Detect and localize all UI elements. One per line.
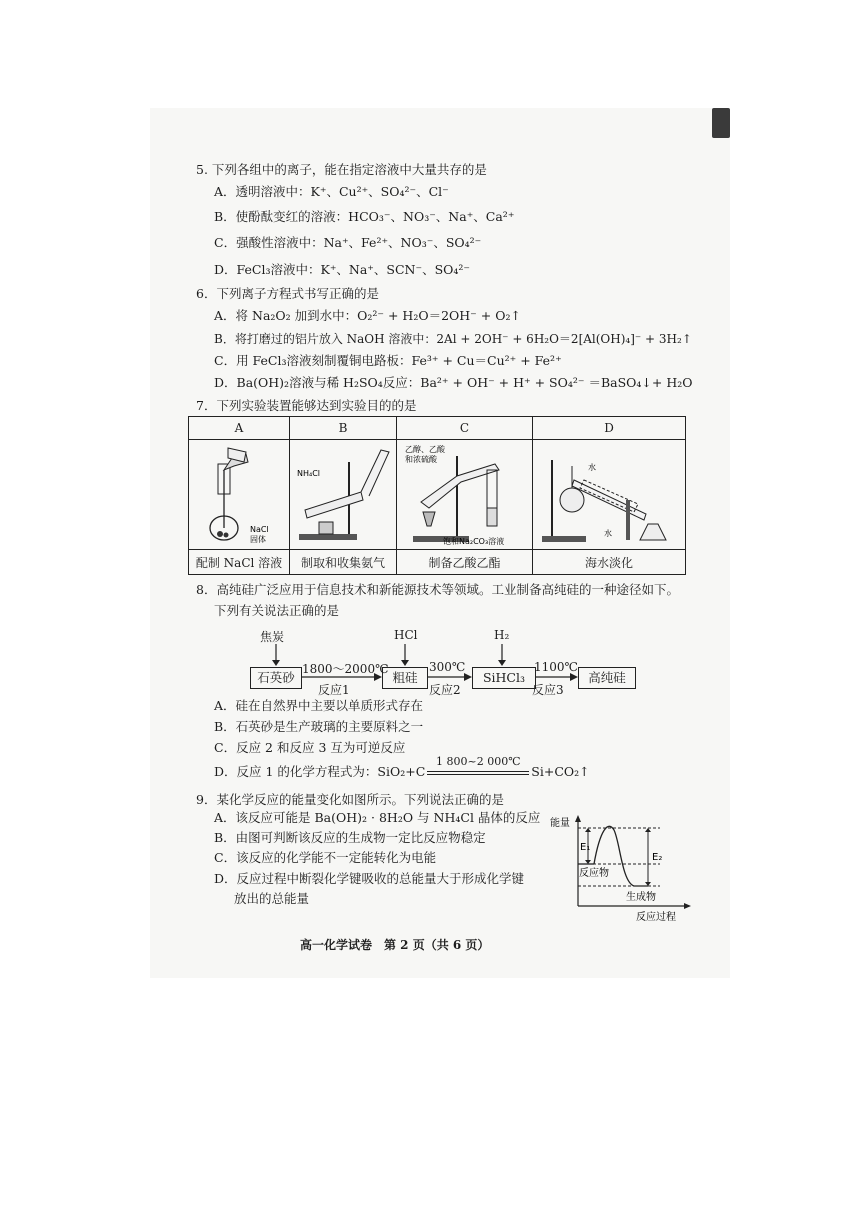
q6-option-a: A．将 Na₂O₂ 加到水中：O₂²⁻ + H₂O＝2OH⁻ + O₂↑ [214, 308, 521, 323]
caption-b: 制取和收集氨气 [290, 550, 397, 575]
reactant-label: 反应物 [579, 868, 609, 879]
page-footer: 高一化学试卷 第 2 页（共 6 页） [300, 938, 490, 952]
temp-2: 300℃ [429, 660, 466, 674]
ammonia-apparatus-illustration [291, 440, 395, 546]
q9-stem: 9．某化学反应的能量变化如图所示。下列说法正确的是 [196, 792, 504, 807]
q6-option-b: B．将打磨过的铝片放入 NaOH 溶液中：2Al + 2OH⁻ + 6H₂O＝2[Al(OH)₄]⁻ + 3H₂↑ [214, 332, 692, 346]
input-coke: 焦炭 [260, 630, 285, 644]
header-b: B [290, 417, 397, 440]
label-ethanol: 乙醇、乙酸 [404, 445, 445, 454]
reaction-2: 反应2 [429, 683, 461, 697]
q8-option-c: C．反应 2 和反应 3 互为可逆反应 [214, 740, 406, 755]
q8-option-d-prefix: D．反应 1 的化学方程式为：SiO₂+C [214, 764, 426, 779]
apparatus-table [188, 416, 686, 575]
node-pure-silicon: 高纯硅 [578, 667, 636, 689]
e1-label: E₁ [580, 842, 591, 853]
volumetric-flask-illustration [190, 440, 288, 546]
reaction-1: 反应1 [318, 683, 350, 697]
q9-option-b: B．由图可判断该反应的生成物一定比反应物稳定 [214, 830, 486, 845]
q8-option-d-suffix: Si+CO₂↑ [531, 764, 590, 779]
node-sihcl3: SiHCl₃ [472, 667, 536, 689]
header-c: C [397, 417, 533, 440]
energy-diagram [548, 810, 698, 922]
product-label: 生成物 [626, 892, 656, 903]
axis-process-label: 反应过程 [636, 912, 676, 922]
input-h2: H₂ [494, 628, 510, 642]
input-hcl: HCl [394, 628, 418, 642]
q8-option-d [214, 755, 590, 780]
caption-a: 配制 NaCl 溶液 [189, 550, 290, 575]
label-solid: 固体 [250, 535, 266, 544]
apparatus-c [397, 440, 533, 550]
label-nh4cl: NH₄Cl [297, 469, 321, 478]
page-corner-mark [712, 108, 730, 138]
header-d: D [533, 417, 686, 440]
temp-3: 1100℃ [534, 660, 578, 674]
q8-option-a: A．硅在自然界中主要以单质形式存在 [214, 698, 424, 713]
reaction-condition: 1 800~2 000℃ [436, 755, 521, 768]
apparatus-a [189, 440, 290, 550]
label-na2co3: 饱和Na₂CO₃溶液 [442, 537, 504, 546]
q6-stem: 6．下列离子方程式书写正确的是 [196, 286, 379, 301]
q5-option-c: C．强酸性溶液中：Na⁺、Fe²⁺、NO₃⁻、SO₄²⁻ [214, 235, 482, 250]
q8-option-b: B．石英砂是生产玻璃的主要原料之一 [214, 719, 424, 734]
reaction-3: 反应3 [532, 683, 564, 697]
label-water-in: 水 [588, 463, 596, 472]
axis-energy-label: 能量 [550, 818, 570, 829]
q6-option-d: D．Ba(OH)₂溶液与稀 H₂SO₄反应：Ba²⁺ + OH⁻ + H⁺ + SO₄²⁻ ＝BaSO₄↓+ H₂O [214, 375, 693, 390]
q8-stem-line2: 下列有关说法正确的是 [214, 603, 340, 618]
q5-stem: 5. 下列各组中的离子，能在指定溶液中大量共存的是 [196, 162, 487, 177]
q9-option-d-line2: 放出的总能量 [234, 891, 310, 906]
q9-option-a: A．该反应可能是 Ba(OH)₂ · 8H₂O 与 NH₄Cl 晶体的反应 [214, 810, 541, 825]
node-crude-silicon: 粗硅 [382, 667, 428, 689]
header-a: A [189, 417, 290, 440]
q7-stem: 7．下列实验装置能够达到实验目的的是 [196, 398, 417, 413]
caption-d: 海水淡化 [533, 550, 686, 575]
ester-apparatus-illustration [399, 440, 531, 546]
node-quartz-sand: 石英砂 [250, 667, 302, 689]
q6-option-c: C．用 FeCl₃溶液刻制覆铜电路板：Fe³⁺ + Cu＝Cu²⁺ + Fe²⁺ [214, 353, 562, 368]
q5-option-b: B．使酚酞变红的溶液：HCO₃⁻、NO₃⁻、Na⁺、Ca²⁺ [214, 209, 515, 224]
label-nacl: NaCl [250, 525, 269, 534]
q8-stem-line1: 8．高纯硅广泛应用于信息技术和新能源技术等领域。工业制备高纯硅的一种途径如下。 [196, 582, 679, 597]
caption-c: 制备乙酸乙酯 [397, 550, 533, 575]
distillation-illustration [534, 440, 684, 546]
apparatus-d [533, 440, 686, 550]
q9-option-d-line1: D．反应过程中断裂化学键吸收的总能量大于形成化学键 [214, 871, 525, 886]
q9-option-c: C．该反应的化学能不一定能转化为电能 [214, 850, 437, 865]
q5-option-d: D．FeCl₃溶液中：K⁺、Na⁺、SCN⁻、SO₄²⁻ [214, 262, 471, 277]
label-water-out: 水 [604, 529, 612, 538]
label-acid: 和浓硫酸 [404, 455, 437, 464]
e2-label: E₂ [652, 852, 663, 863]
q5-option-a: A．透明溶液中：K⁺、Cu²⁺、SO₄²⁻、Cl⁻ [214, 184, 449, 199]
apparatus-b [290, 440, 397, 550]
temp-1: 1800～2000℃ [302, 662, 389, 676]
